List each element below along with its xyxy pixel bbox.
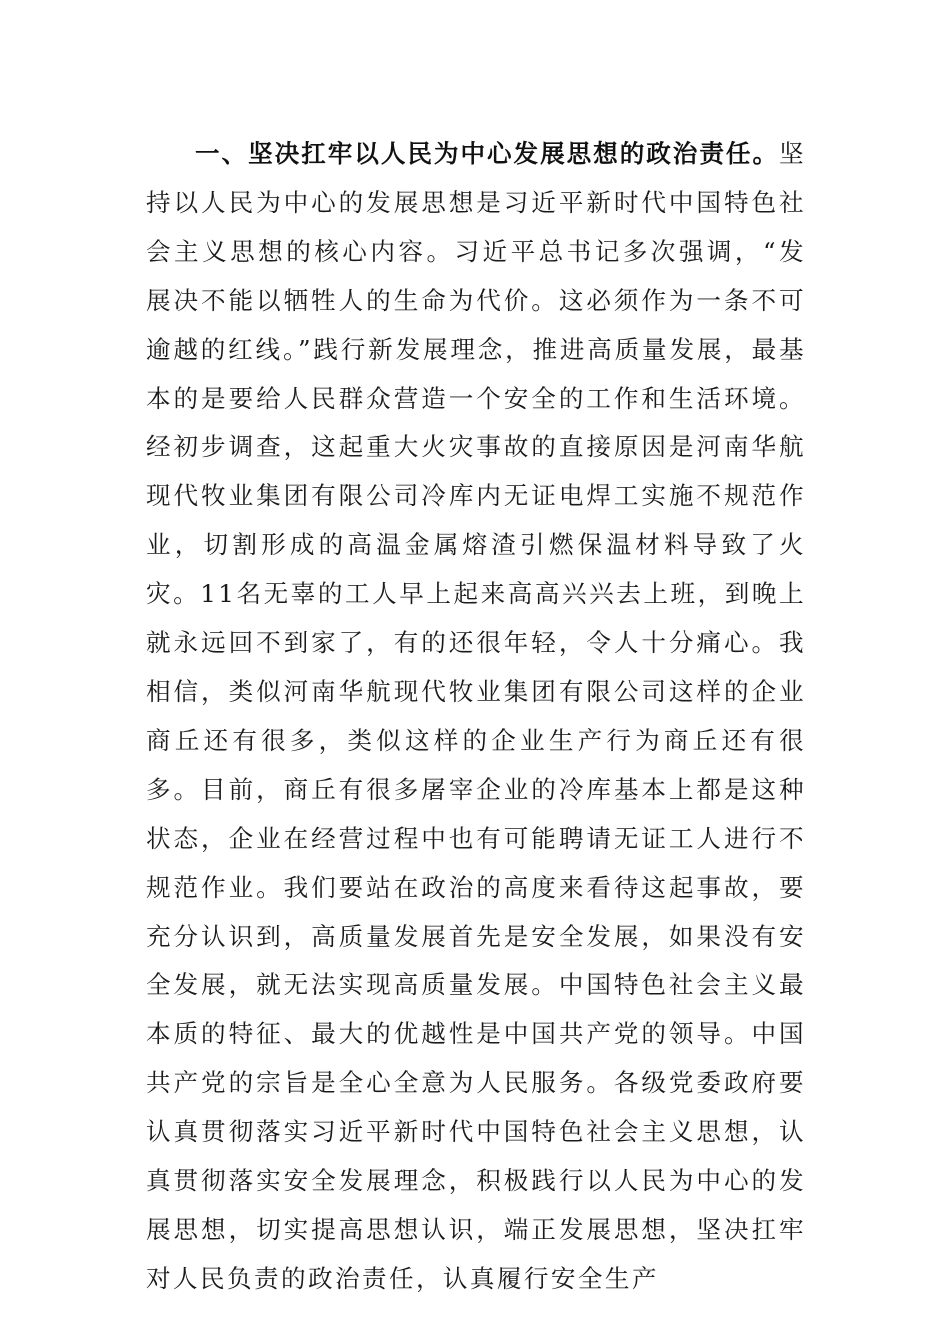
paragraph-text: 坚持以人民为中心的发展思想是习近平新时代中国特色社会主义思想的核心内容。习近平总书记多次强调，“发展决不能以牺牲人的生命为代价。这必须作为一条不可逾越的红线。”践行新发展理念，推进高质量发展，最基本的是要给人民群众营造一个安全的工作和生活环境。经初步调查，这起重大火灾事故的直接原因是河南华航现代牧业集团有限公司冷库内无证电焊工实施不规范作业，切割形成的高温金属熔渣引燃保温材料导致了火灾。11名无辜的工人早上起来高高兴兴去上班，到晚上就永远回不到家了，有的还很年轻，令人十分痛心。我相信，类似河南华航现代牧业集团有限公司这样的企业商丘还有很多，类似这样的企业生产行为商丘还有很多。目前，商丘有很多屠宰企业的冷库基本上都是这种状态，企业在经营过程中也有可能聘请无证工人进行不规范作业。我们要站在政治的高度来看待这起事故，要充分认识到，高质量发展首先是安全发展，如果没有安全发展，就无法实现高质量发展。中国特色社会主义最本质的特征、最大的优越性是中国共产党的领导。中国共产党的宗旨是全心全意为人民服务。各级党委政府要认真贯彻落实习近平新时代中国特色社会主义思想，认真贯彻落实安全发展理念，积极践行以人民为中心的发展思想，切实提高思想认识，端正发展思想，坚决扛牢对人民负责的政治责任，认真履行安全生产 [146,139,806,1293]
section-heading: 一、坚决扛牢以人民为中心发展思想的政治责任。 [195,139,779,168]
body-paragraph [146,130,806,1304]
